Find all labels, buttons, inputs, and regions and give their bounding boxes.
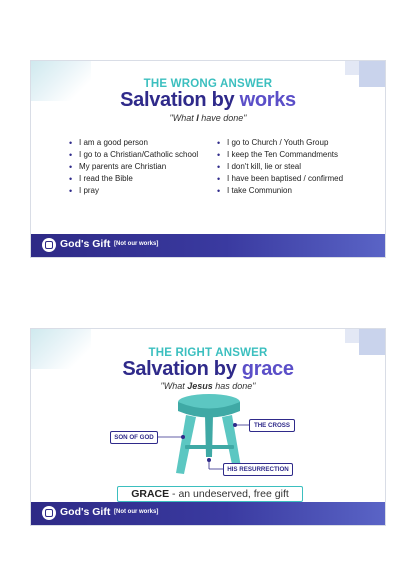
quote-emphasis: Jesus xyxy=(187,381,213,391)
quote-open: "What xyxy=(160,381,188,391)
kicker-title: THE RIGHT ANSWER xyxy=(148,347,268,359)
quote-open: "What xyxy=(169,113,197,123)
list-item: • I am a good person xyxy=(69,137,198,149)
footer-bar xyxy=(31,234,385,257)
quote-close: have done" xyxy=(198,113,247,123)
connector-dot xyxy=(181,435,185,439)
headline-prefix: Salvation by xyxy=(122,358,242,380)
brand-tag: [Not our works] xyxy=(114,509,159,515)
stool-leg-back xyxy=(205,415,213,457)
connector-dot xyxy=(233,423,237,427)
list-item: • I don't kill, lie or steal xyxy=(217,161,343,173)
brand-name: God's Gift xyxy=(60,238,111,250)
works-list-right xyxy=(217,137,343,197)
subtitle-quote xyxy=(31,113,385,123)
label-the-cross: THE CROSS xyxy=(249,419,295,432)
slide-right-answer xyxy=(30,328,386,526)
label-his-resurrection: HIS RESURRECTION xyxy=(223,463,293,476)
headline-accent: works xyxy=(239,89,296,111)
list-item: • I read the Bible xyxy=(69,173,198,185)
list-item: • I keep the Ten Commandments xyxy=(217,149,343,161)
list-item: • I go to Church / Youth Group xyxy=(217,137,343,149)
list-item: • My parents are Christian xyxy=(69,161,198,173)
list-item: • I go to a Christian/Catholic school xyxy=(69,149,198,161)
grace-definition: - an undeserved, free gift xyxy=(169,488,289,500)
stool-leg-left xyxy=(176,415,196,474)
grace-definition-box xyxy=(117,486,303,502)
headline-prefix: Salvation by xyxy=(120,89,240,111)
works-list-left xyxy=(69,137,198,197)
quote-close: has done" xyxy=(212,381,256,391)
list-item: • I have been baptised / confirmed xyxy=(217,173,343,185)
headline xyxy=(31,89,385,112)
grace-word: GRACE xyxy=(131,488,170,500)
connector-dot xyxy=(207,458,211,462)
quote-emphasis: I xyxy=(196,113,199,123)
brand-name: God's Gift xyxy=(60,506,111,518)
slide-wrong-answer xyxy=(30,60,386,258)
decoration-shape xyxy=(345,61,359,75)
gift-logo-icon xyxy=(42,238,56,252)
kicker-title: THE WRONG ANSWER xyxy=(143,78,273,90)
footer-bar xyxy=(31,502,385,525)
headline-accent: grace xyxy=(241,358,294,380)
stool-rung xyxy=(185,445,234,449)
list-item: • I pray xyxy=(69,185,198,197)
brand-tag: [Not our works] xyxy=(114,241,159,247)
gift-logo-icon xyxy=(42,506,56,520)
list-item: • I take Communion xyxy=(217,185,343,197)
label-son-of-god: SON OF GOD xyxy=(110,431,158,444)
